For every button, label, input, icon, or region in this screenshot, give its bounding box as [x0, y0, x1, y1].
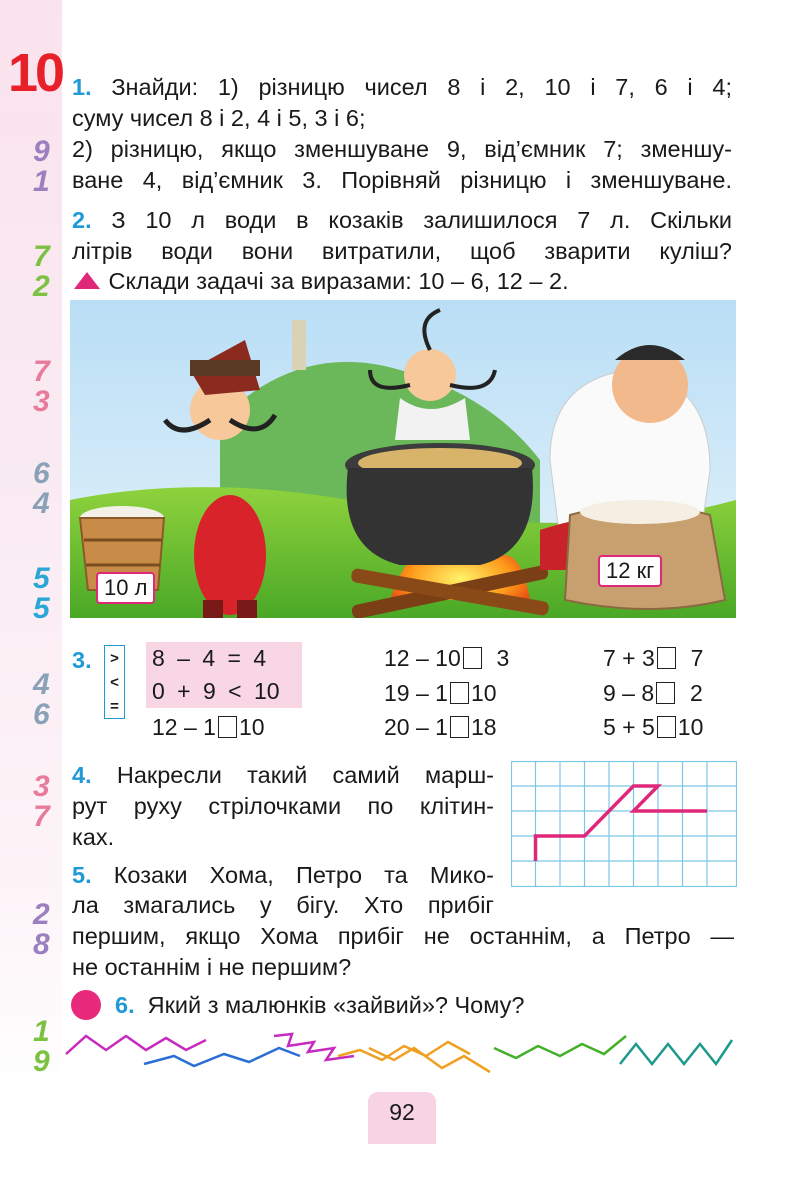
e7-left: 7 + 3 [603, 645, 655, 671]
task3-number [72, 645, 92, 676]
bucket-label: 10 л [96, 572, 155, 604]
triangle-icon [72, 270, 102, 290]
left-margin-band [0, 0, 62, 1105]
task3-num-label: 3. [72, 647, 92, 673]
example-8 [603, 680, 703, 707]
example-9 [603, 714, 703, 741]
e5-left: 19 – 1 [384, 680, 448, 706]
side-digit: 5 [33, 562, 50, 595]
example-sample-2: 0 + 9 < 10 [152, 678, 280, 704]
page-number: 92 [368, 1092, 436, 1144]
e6-left: 20 – 1 [384, 714, 448, 740]
symbol-equal: = [110, 697, 119, 715]
task2-line2: літрів води вони витратили, щоб зварити куліш? [72, 238, 732, 264]
task4-line2: рут руху стрілочками по клітин- [72, 793, 494, 819]
side-digit: 1 [33, 1015, 50, 1048]
task4-text1: Накресли такий самий марш- [116, 762, 494, 788]
task5-line3: першим, якщо Хома прибіг не останнім, а Петро — [72, 923, 734, 949]
e6-right: 18 [470, 714, 497, 740]
cossacks-illustration [70, 300, 736, 618]
zigzag-drawings[interactable] [64, 1026, 740, 1076]
task2-text1: З 10 л води в козаків залишилося 7 л. Скільки [111, 207, 733, 233]
task1-number: 1. [72, 74, 92, 100]
task1-line2: суму чисел 8 і 2, 4 і 5, 3 і 6; [72, 105, 366, 131]
task1-line3: 2) різницю, якщо зменшуване 9, від’ємник 7; зменшу- [72, 136, 732, 162]
example-4 [384, 645, 509, 672]
task4-line1 [72, 760, 494, 791]
e9-right: 10 [677, 714, 704, 740]
side-digit: 2 [33, 898, 50, 931]
side-digit: 7 [33, 355, 50, 388]
answer-box[interactable] [450, 716, 469, 738]
task5-line4: не останнім і не першим? [72, 954, 352, 980]
side-digit: 7 [33, 240, 50, 273]
task1-line1 [72, 72, 732, 103]
side-digit: 2 [33, 270, 50, 303]
comparison-symbols [104, 645, 125, 719]
task1-text1: Знайди: 1) різницю чисел 8 і 2, 10 і 7, 6 і 4; [111, 74, 732, 100]
task4-number: 4. [72, 762, 92, 788]
symbol-greater: > [110, 649, 119, 667]
example-7 [603, 645, 703, 672]
answer-box[interactable] [657, 647, 676, 669]
task2-line1 [72, 205, 732, 236]
side-digit: 9 [33, 1045, 50, 1078]
example-6 [384, 714, 497, 741]
task2-line3 [72, 266, 569, 297]
side-digit: 7 [33, 800, 50, 833]
task6-number: 6. [115, 992, 135, 1018]
example-3 [152, 714, 265, 741]
example-sample-1: 8 – 4 = 4 [152, 645, 267, 671]
task5-line2: ла змагались у бігу. Хто прибіг [72, 892, 494, 918]
task2-text3: Склади задачі за виразами: 10 – 6, 12 – 2. [108, 268, 569, 294]
side-digit: 4 [33, 487, 50, 520]
e8-left: 9 – 8 [603, 680, 655, 706]
symbol-less: < [110, 673, 119, 691]
e9-left: 5 + 5 [603, 714, 655, 740]
e8-right: 2 [689, 680, 703, 706]
task6-text: Який з малюнків «зайвий»? Чому? [147, 992, 525, 1018]
route-grid[interactable] [511, 761, 737, 887]
task6-line [115, 990, 525, 1021]
answer-box[interactable] [657, 716, 676, 738]
task2-number: 2. [72, 207, 92, 233]
task1-line4: ване 4, від’ємник 3. Порівняй різницю і зменшуване. [72, 167, 732, 193]
e3-right: 10 [238, 714, 265, 740]
e5-right: 10 [470, 680, 497, 706]
pink-circle-icon [70, 989, 102, 1021]
side-digit: 6 [33, 698, 50, 731]
side-digit: 6 [33, 457, 50, 490]
answer-box[interactable] [463, 647, 482, 669]
lesson-number: 10 [8, 43, 63, 103]
answer-box[interactable] [656, 682, 675, 704]
side-digit: 1 [33, 165, 50, 198]
task5-line1 [72, 860, 494, 891]
answer-box[interactable] [218, 716, 237, 738]
example-5 [384, 680, 497, 707]
task4-line3: ках. [72, 824, 115, 850]
task5-number: 5. [72, 862, 92, 888]
sack-label: 12 кг [598, 555, 662, 587]
side-digit: 3 [33, 385, 50, 418]
side-digit: 5 [33, 592, 50, 625]
e4-left: 12 – 10 [384, 645, 461, 671]
e3-left: 12 – 1 [152, 714, 216, 740]
side-digit: 4 [33, 668, 50, 701]
answer-box[interactable] [450, 682, 469, 704]
side-digit: 3 [33, 770, 50, 803]
e7-right: 7 [690, 645, 704, 671]
side-digit: 9 [33, 135, 50, 168]
side-digit: 8 [33, 928, 50, 961]
e4-right: 3 [496, 645, 510, 671]
task5-text1: Козаки Хома, Петро та Мико- [113, 862, 494, 888]
